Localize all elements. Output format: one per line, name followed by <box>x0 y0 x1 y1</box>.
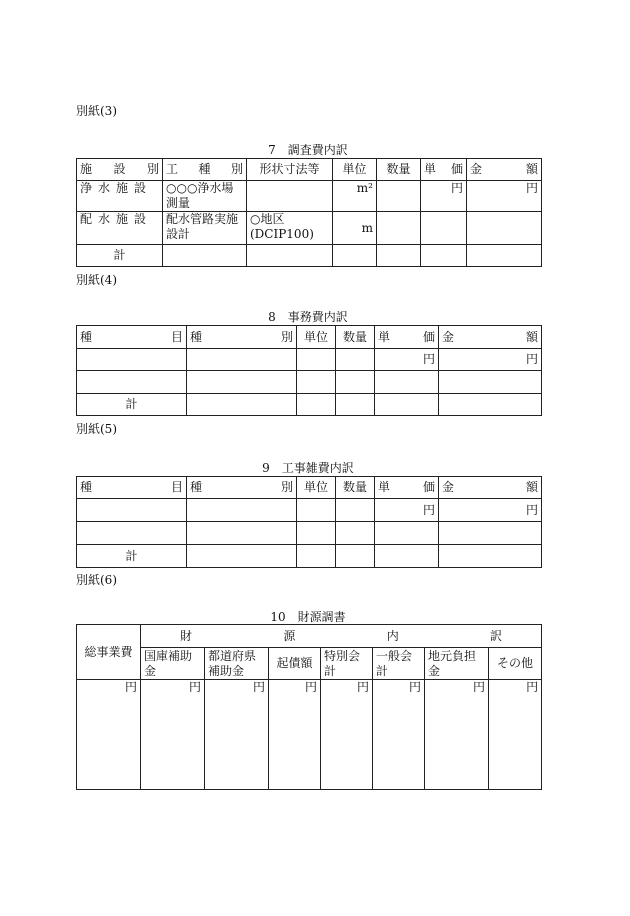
header-type: 種 別 <box>187 477 297 499</box>
header-general-account: 一般会計 <box>373 648 425 680</box>
row1-price: 円 <box>421 181 467 212</box>
header-unit-price: 単 価 <box>375 326 439 349</box>
header-facility: 施 設 別 <box>77 159 163 181</box>
row-amount-yen: 円 <box>439 349 542 371</box>
cell-yen: 円 <box>77 680 141 790</box>
cell-yen: 円 <box>489 680 542 790</box>
header-item: 種 目 <box>77 477 187 499</box>
funding-table <box>76 624 542 790</box>
header-special-account: 特別会計 <box>321 648 373 680</box>
row1-shape <box>247 181 333 212</box>
table10-title: 10 財源調書 <box>270 610 346 624</box>
row1-facility: 浄水施設 <box>77 181 163 212</box>
header-local-burden: 地元負担金 <box>425 648 489 680</box>
cell-yen: 円 <box>425 680 489 790</box>
header-amount: 金 額 <box>467 159 542 181</box>
cell-yen: 円 <box>205 680 269 790</box>
label-annex-4: 別紙(4) <box>76 273 117 287</box>
total-label: 計 <box>77 545 187 568</box>
row2-work: 配水管路実施設計 <box>163 212 247 245</box>
header-other: その他 <box>489 648 542 680</box>
header-unit: 単位 <box>297 477 336 499</box>
table8-title: 8 事務費内訳 <box>268 310 348 324</box>
cell-yen: 円 <box>269 680 321 790</box>
row-amount-yen: 円 <box>439 499 542 522</box>
cell-yen: 円 <box>373 680 425 790</box>
survey-cost-table <box>76 158 542 267</box>
header-unit: 単位 <box>297 326 336 349</box>
header-quantity: 数量 <box>336 477 375 499</box>
row1-amount: 円 <box>467 181 542 212</box>
row2-amount <box>467 212 542 245</box>
misc-cost-table <box>76 476 542 568</box>
header-item: 種 目 <box>77 326 187 349</box>
header-quantity: 数量 <box>377 159 421 181</box>
header-total-cost: 総事業費 <box>77 625 141 680</box>
header-national-subsidy: 国庫補助金 <box>141 648 205 680</box>
total-label: 計 <box>77 394 187 416</box>
row2-price <box>421 212 467 245</box>
label-annex-5: 別紙(5) <box>76 422 117 436</box>
row1-quantity <box>377 181 421 212</box>
header-work-type: 工 種 別 <box>163 159 247 181</box>
header-type: 種 別 <box>187 326 297 349</box>
row2-shape: ○地区(DCIP100) <box>247 212 333 245</box>
header-shape: 形状寸法等 <box>247 159 333 181</box>
row-price-yen: 円 <box>375 499 439 522</box>
label-annex-6: 別紙(6) <box>76 573 117 587</box>
header-unit: 単位 <box>333 159 377 181</box>
header-quantity: 数量 <box>336 326 375 349</box>
cell-yen: 円 <box>321 680 373 790</box>
header-unit-price: 単 価 <box>421 159 467 181</box>
row2-facility: 配水施設 <box>77 212 163 245</box>
label-annex-3: 別紙(3) <box>76 104 117 118</box>
table9-title: 9 工事雑費内訳 <box>262 461 354 475</box>
office-cost-table <box>76 325 542 416</box>
header-prefectural-subsidy: 都道府県補助金 <box>205 648 269 680</box>
header-amount: 金 額 <box>439 477 542 499</box>
row1-work: ○○○浄水場測量 <box>163 181 247 212</box>
row1-unit: m² <box>333 181 377 212</box>
cell-yen: 円 <box>141 680 205 790</box>
header-bond: 起債額 <box>269 648 321 680</box>
table7-title: 7 調査費内訳 <box>268 143 348 157</box>
total-label: 計 <box>77 245 163 267</box>
header-breakdown: 財 源 内 訳 <box>141 625 542 648</box>
header-unit-price: 単 価 <box>375 477 439 499</box>
row-price-yen: 円 <box>375 349 439 371</box>
row2-unit: m <box>333 212 377 245</box>
header-amount: 金 額 <box>439 326 542 349</box>
row2-quantity <box>377 212 421 245</box>
